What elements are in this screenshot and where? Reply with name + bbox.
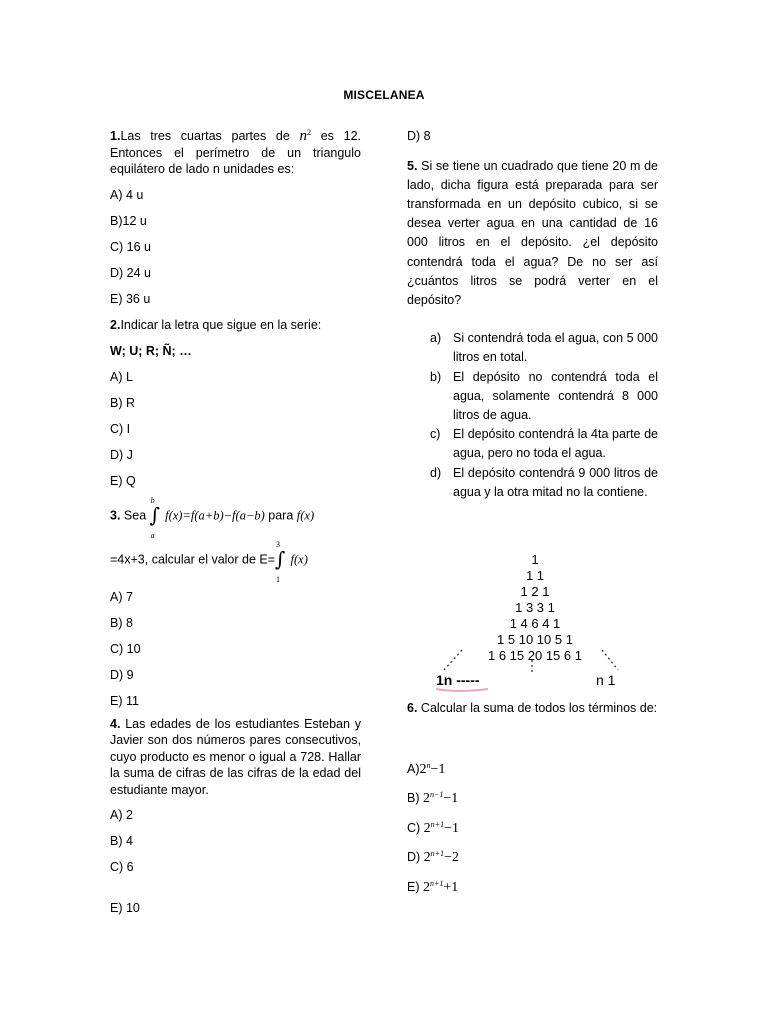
list-item [407,464,658,502]
integral-upper-bound: 3 [276,540,281,549]
option-item [407,790,658,808]
question-3-formula: f(x)=f(a+b)−f(a−b) [165,508,265,523]
option-item [407,820,658,838]
option-label: d) [430,465,442,480]
option-label: c) [430,427,441,442]
question-2-number: 2. [110,317,121,332]
option-rest: −2 [444,850,459,865]
option-item: D) 8 [407,129,431,143]
option-item [407,761,658,779]
question-1-text-a: Las tres cuartas partes de [120,129,300,143]
option-item: A) L [110,369,133,384]
underline-mark [436,689,488,691]
right-column [407,128,658,502]
option-rest: −1 [443,791,459,806]
triangle-bottom-left: 1n ----- [436,672,480,688]
integral-lower-bound: 1 [276,575,281,584]
question-4-text: Las edades de los estudiantes Esteban y Javier son dos números pares consecutivos, cuyo producto es menor o igual a 728. Hallar la suma de cifras de las cifras de la edad del estudiante mayor. [110,716,361,797]
triangle-row: 1 1 [525,568,545,583]
option-item: B) R [110,395,135,410]
option-exponent: n−1 [429,789,444,799]
triangle-row: 1 2 1 [520,584,550,599]
question-5-options [407,329,658,502]
integral-upper-bound: b [150,496,155,505]
question-3-sea: Sea [120,508,150,523]
list-item [407,329,658,367]
option-label: E) [407,879,423,894]
integral-symbol [149,496,162,540]
option-item: B) 4 [110,834,133,848]
option-item: B)12 u [110,213,147,228]
question-6-number: 6. [407,701,418,715]
option-item: E) 10 [110,900,140,915]
option-exponent: n [426,760,431,770]
triangle-row: 1 6 15 20 15 6 1 [488,648,582,663]
option-label: C) [407,820,424,835]
option-item: C) 10 [110,642,141,656]
integral-sign: ∫ [275,547,286,571]
option-item [407,879,658,897]
option-exponent: n+1 [430,848,445,858]
question-2-text: Indicar la letra que sigue en la serie: [120,317,322,332]
option-label: D) [407,850,424,864]
question-3-para: para [264,508,297,523]
question-2 [110,317,361,334]
question-2-series: W; U; R; Ñ; … [110,343,192,358]
option-rest: −1 [430,761,446,777]
option-item: E) Q [110,473,136,488]
question-2-options [110,369,361,490]
option-item: B) 8 [110,616,133,630]
question-1-text-b: es 12. Entonces el perímetro de un triangulo equilátero de lado n unidades es: [110,129,361,176]
triangle-row: 1 4 6 4 1 [509,616,561,631]
option-text: Si contendrá toda el agua, con 5 000 litros en total. [453,331,658,365]
option-item: C) I [110,421,131,436]
question-3-fx-2: f(x) [290,552,308,567]
option-label: A) [407,761,420,776]
option-item: D) 24 u [110,265,151,280]
option-item: A) 7 [110,590,133,604]
option-base: 2 [422,791,430,806]
pascal-triangle-figure [428,548,642,696]
question-3-line2-text: =4x+3, calcular el valor de E= [110,552,276,567]
option-item: C) 16 u [110,239,151,254]
question-3 [110,496,361,540]
option-item: E) 36 u [110,291,151,306]
option-label: B) [407,791,423,805]
integral-lower-bound: a [150,531,155,540]
option-exponent: n+1 [429,878,444,888]
option-rest: +1 [443,879,459,895]
right-dots [602,650,618,670]
triangle-row: 1 [531,552,539,567]
option-item: A) 4 u [110,187,144,202]
question-5 [407,157,658,311]
question-6 [407,700,658,717]
option-text: El depósito contendrá la 4ta parte de agua, pero no toda el agua. [453,427,658,461]
option-rest: −1 [444,820,459,836]
question-1-exponent: 2 [307,127,312,137]
option-item: D) 9 [110,668,134,682]
option-item: E) 11 [110,694,139,708]
question-3-number: 3. [110,508,121,523]
question-6-block [407,700,658,908]
question-4 [110,716,361,799]
integral-sign: ∫ [149,503,161,527]
question-1 [110,128,361,178]
question-3-options [110,589,361,710]
option-item: C) 6 [110,860,134,874]
option-label: b) [430,369,442,384]
integral-symbol [275,540,287,584]
page-title: MISCELANEA [343,88,425,102]
option-text: El depósito no contendrá toda el agua, solamente contendrá 8 000 litros de agua. [453,369,658,422]
question-1-var: n [299,128,308,144]
option-item [407,849,658,867]
list-item [407,368,658,426]
option-item: D) J [110,447,133,462]
question-3-line-2 [110,540,361,584]
option-text: El depósito contendrá 9 000 litros de agua y la otra mitad no la contiene. [453,465,658,499]
option-exponent: n+1 [430,819,445,829]
question-1-number: 1. [110,129,121,143]
question-6-text: Calcular la suma de todos los términos de: [417,701,658,715]
left-column [110,128,361,926]
list-item [407,425,658,463]
option-base: 2 [423,850,431,865]
question-4-options [110,807,361,916]
question-5-number: 5. [407,158,418,173]
question-5-text: Si se tiene un cuadrado que tiene 20 m de lado, dicha figura está preparada para ser transformada en un depósito cubico, si se desea verter agua en una cantidad de 16 000 litros en el depósito. ¿el depósito contendrá toda el agua? De no ser así ¿cuántos litros se podrá verter en el depósito? [407,158,658,307]
option-label: a) [430,331,442,346]
left-dots [444,650,462,670]
triangle-bottom-right: n 1 [596,672,616,688]
question-4-number: 4. [110,716,121,731]
triangle-row: 1 5 10 10 5 1 [497,632,573,647]
option-base: 2 [423,820,431,836]
option-base: 2 [422,879,430,895]
question-3-fx: f(x) [296,508,315,523]
triangle-row: 1 3 3 1 [515,600,555,615]
option-base: 2 [419,761,427,777]
question-1-options [110,187,361,308]
option-item: A) 2 [110,808,133,822]
